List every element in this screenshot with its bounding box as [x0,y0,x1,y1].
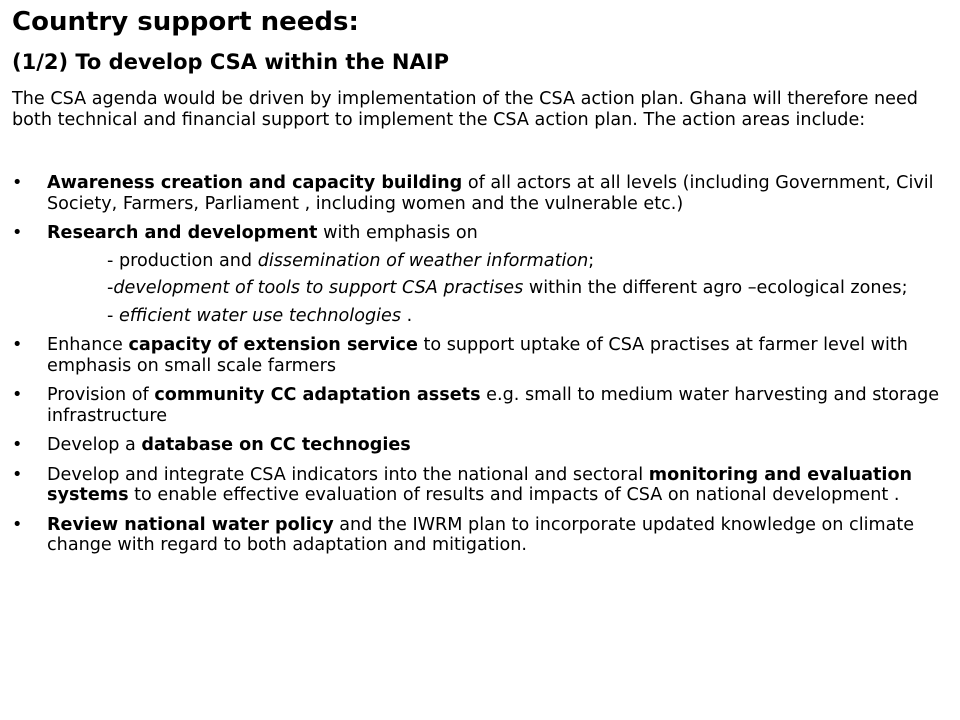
intro-paragraph: The CSA agenda would be driven by implementation of the CSA action plan. Ghana will therefore need both technical and financial support to implement the CSA action plan. The action areas include: [12,89,918,130]
body-text: and the IWRM plan to incorporate updated knowledge on climate change with regard to both adaptation and mitigation. [47,514,915,555]
body-text: to enable effective evaluation of results and impacts of CSA on national development . [128,485,900,505]
italic-text: development of tools to support CSA practises [113,278,524,298]
body-text: e.g. small to medium water harvesting and storage infrastructure [47,385,940,426]
slide-subtitle: (1/2) To develop CSA within the NAIP [12,50,449,74]
body-text: of all actors at all levels (including Government, Civil Society, Farmers, Parliament , including women and the vulnerable etc.) [47,173,934,214]
bold-text: Review national water policy [47,514,334,535]
italic-text: dissemination of weather information [257,250,589,271]
bold-text: Awareness creation and capacity building [47,173,463,193]
body-text: ; [588,250,595,271]
bold-text: monitoring and evaluation systems [47,464,913,505]
body-text: Develop and integrate CSA indicators into the national and sectoral [47,464,649,485]
body-text: Provision of [47,385,155,405]
slide-title: Country support needs: [12,7,359,37]
list-item-research [12,223,948,244]
body-text: to support uptake of CSA practises at farmer level with emphasis on small scale farmers [47,335,908,376]
body-text: - production and [107,250,258,271]
bold-text: capacity of extension service [128,335,418,355]
body-text: . [401,305,413,326]
body-text: - [107,305,119,326]
list-item-monitoring [12,465,948,506]
bold-text: Research and development [47,223,318,243]
italic-text: efficient water use technologies [118,305,402,326]
list-item-database [12,435,948,456]
list-item-water-policy [12,515,948,556]
bold-text: community CC adaptation assets [154,385,481,405]
list-item-extension [12,335,948,376]
sub-item-water-tech [12,306,948,327]
body-text: with emphasis on [317,223,478,243]
sub-item-weather-info [12,251,948,272]
list-item-adaptation-assets [12,385,948,426]
list-item-awareness [12,173,948,214]
body-text: within the different agro –ecological zones; [523,278,908,298]
sub-item-tools [12,278,948,299]
action-areas-list [12,173,948,556]
body-text: - [107,278,114,298]
body-text: Enhance [47,335,129,355]
bold-text: database on CC technogies [141,435,411,455]
body-text: Develop a [47,435,142,455]
